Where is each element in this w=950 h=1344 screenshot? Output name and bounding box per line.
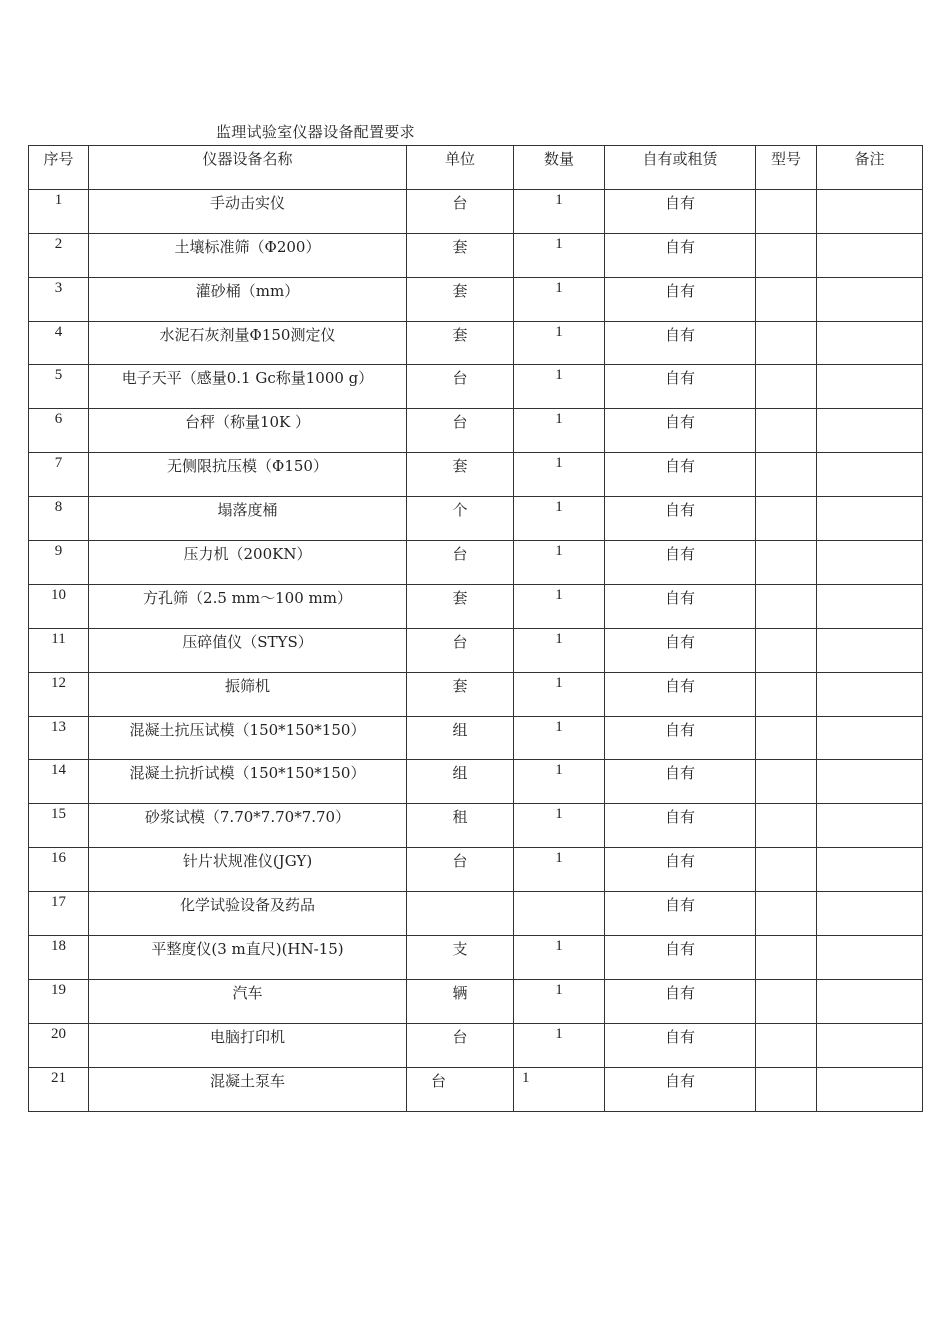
- cell-note: [817, 628, 923, 672]
- cell-qty: 1: [514, 497, 605, 541]
- cell-note: [817, 277, 923, 321]
- table-row: [29, 189, 923, 233]
- cell-ownership: 自有: [605, 321, 756, 365]
- cell-unit: 台: [407, 409, 514, 453]
- cell-unit: 辆: [407, 979, 514, 1023]
- table-row: [29, 233, 923, 277]
- table-row: [29, 365, 923, 409]
- cell-unit: 套: [407, 277, 514, 321]
- cell-unit: 租: [407, 804, 514, 848]
- cell-unit: 套: [407, 321, 514, 365]
- cell-no: 9: [29, 541, 89, 585]
- cell-qty: 1: [514, 760, 605, 804]
- cell-no: 1: [29, 189, 89, 233]
- header-ownership: 自有或租赁: [605, 146, 756, 190]
- cell-no: 2: [29, 233, 89, 277]
- cell-model: [756, 892, 817, 936]
- cell-name: 台秤（称量10K ）: [89, 409, 407, 453]
- cell-name: 水泥石灰剂量Φ150测定仪: [89, 321, 407, 365]
- cell-name: 混凝土泵车: [89, 1067, 407, 1111]
- cell-unit: 台: [407, 1023, 514, 1067]
- cell-note: [817, 453, 923, 497]
- cell-ownership: 自有: [605, 892, 756, 936]
- cell-no: 8: [29, 497, 89, 541]
- cell-note: [817, 936, 923, 980]
- cell-model: [756, 321, 817, 365]
- cell-unit: 台: [407, 628, 514, 672]
- table-header-row: [29, 146, 923, 190]
- cell-note: [817, 584, 923, 628]
- cell-ownership: 自有: [605, 760, 756, 804]
- cell-model: [756, 189, 817, 233]
- header-model: 型号: [756, 146, 817, 190]
- cell-qty: 1: [514, 409, 605, 453]
- table-row: [29, 628, 923, 672]
- table-row: [29, 672, 923, 716]
- header-no: 序号: [29, 146, 89, 190]
- cell-no: 18: [29, 936, 89, 980]
- cell-name: 土壤标准筛（Φ200）: [89, 233, 407, 277]
- cell-note: [817, 1023, 923, 1067]
- cell-note: [817, 189, 923, 233]
- cell-qty: 1: [514, 233, 605, 277]
- table-row: [29, 321, 923, 365]
- cell-ownership: 自有: [605, 365, 756, 409]
- cell-unit: 组: [407, 716, 514, 760]
- cell-name: 电脑打印机: [89, 1023, 407, 1067]
- cell-note: [817, 365, 923, 409]
- cell-ownership: 自有: [605, 1067, 756, 1111]
- cell-no: 4: [29, 321, 89, 365]
- cell-note: [817, 979, 923, 1023]
- cell-ownership: 自有: [605, 541, 756, 585]
- table-row: [29, 804, 923, 848]
- cell-ownership: 自有: [605, 979, 756, 1023]
- table-row: [29, 848, 923, 892]
- table-row: [29, 716, 923, 760]
- cell-no: 13: [29, 716, 89, 760]
- cell-no: 14: [29, 760, 89, 804]
- cell-qty: 1: [514, 1067, 605, 1111]
- cell-no: 17: [29, 892, 89, 936]
- cell-name: 压力机（200KN）: [89, 541, 407, 585]
- cell-model: [756, 1067, 817, 1111]
- cell-model: [756, 1023, 817, 1067]
- cell-qty: 1: [514, 365, 605, 409]
- cell-qty: 1: [514, 584, 605, 628]
- cell-qty: 1: [514, 716, 605, 760]
- table-row: [29, 497, 923, 541]
- cell-note: [817, 672, 923, 716]
- cell-qty: 1: [514, 453, 605, 497]
- cell-no: 12: [29, 672, 89, 716]
- header-unit: 单位: [407, 146, 514, 190]
- cell-name: 塌落度桶: [89, 497, 407, 541]
- cell-ownership: 自有: [605, 716, 756, 760]
- cell-unit: 台: [407, 1067, 514, 1111]
- cell-note: [817, 497, 923, 541]
- cell-qty: 1: [514, 277, 605, 321]
- cell-ownership: 自有: [605, 453, 756, 497]
- table-row: [29, 760, 923, 804]
- cell-ownership: 自有: [605, 409, 756, 453]
- cell-unit: 台: [407, 189, 514, 233]
- cell-name: 振筛机: [89, 672, 407, 716]
- cell-qty: 1: [514, 804, 605, 848]
- cell-model: [756, 541, 817, 585]
- cell-unit: 台: [407, 365, 514, 409]
- cell-model: [756, 848, 817, 892]
- cell-note: [817, 848, 923, 892]
- table-row: [29, 277, 923, 321]
- cell-model: [756, 716, 817, 760]
- cell-unit: 套: [407, 233, 514, 277]
- cell-name: 混凝土抗压试模（150*150*150）: [89, 716, 407, 760]
- header-note: 备注: [817, 146, 923, 190]
- cell-model: [756, 672, 817, 716]
- cell-ownership: 自有: [605, 672, 756, 716]
- cell-qty: 1: [514, 628, 605, 672]
- cell-qty: 1: [514, 672, 605, 716]
- cell-ownership: 自有: [605, 584, 756, 628]
- cell-model: [756, 628, 817, 672]
- cell-note: [817, 804, 923, 848]
- cell-note: [817, 409, 923, 453]
- cell-unit: 台: [407, 848, 514, 892]
- cell-model: [756, 936, 817, 980]
- cell-note: [817, 1067, 923, 1111]
- cell-model: [756, 277, 817, 321]
- cell-qty: 1: [514, 541, 605, 585]
- cell-no: 10: [29, 584, 89, 628]
- cell-model: [756, 804, 817, 848]
- cell-name: 混凝土抗折试模（150*150*150）: [89, 760, 407, 804]
- cell-name: 针片状规准仪(JGY): [89, 848, 407, 892]
- table-row: [29, 453, 923, 497]
- cell-unit: 台: [407, 541, 514, 585]
- cell-no: 5: [29, 365, 89, 409]
- cell-no: 20: [29, 1023, 89, 1067]
- cell-unit: 组: [407, 760, 514, 804]
- cell-qty: 1: [514, 936, 605, 980]
- cell-name: 电子天平（感量0.1 Gc称量1000 g）: [89, 365, 407, 409]
- cell-note: [817, 760, 923, 804]
- cell-name: 汽车: [89, 979, 407, 1023]
- cell-ownership: 自有: [605, 848, 756, 892]
- document-title: 监理试验室仪器设备配置要求: [216, 123, 415, 141]
- header-name: 仪器设备名称: [89, 146, 407, 190]
- cell-qty: 1: [514, 189, 605, 233]
- cell-name: 方孔筛（2.5 mm～100 mm）: [89, 584, 407, 628]
- cell-name: 灌砂桶（mm）: [89, 277, 407, 321]
- cell-model: [756, 584, 817, 628]
- cell-qty: 1: [514, 848, 605, 892]
- cell-ownership: 自有: [605, 189, 756, 233]
- cell-note: [817, 716, 923, 760]
- cell-unit: 套: [407, 584, 514, 628]
- cell-no: 16: [29, 848, 89, 892]
- cell-model: [756, 979, 817, 1023]
- table-row: [29, 584, 923, 628]
- cell-unit: 套: [407, 453, 514, 497]
- cell-name: 手动击实仪: [89, 189, 407, 233]
- cell-model: [756, 760, 817, 804]
- cell-qty: 1: [514, 1023, 605, 1067]
- cell-note: [817, 541, 923, 585]
- cell-name: 平整度仪(3 m直尺)(HN-15): [89, 936, 407, 980]
- cell-name: 化学试验设备及药品: [89, 892, 407, 936]
- cell-ownership: 自有: [605, 628, 756, 672]
- table-row: [29, 541, 923, 585]
- table-row: [29, 1067, 923, 1111]
- cell-no: 7: [29, 453, 89, 497]
- cell-name: 无侧限抗压模（Φ150）: [89, 453, 407, 497]
- cell-unit: [407, 892, 514, 936]
- cell-no: 15: [29, 804, 89, 848]
- cell-ownership: 自有: [605, 497, 756, 541]
- cell-name: 压碎值仪（STYS）: [89, 628, 407, 672]
- equipment-table: [28, 145, 923, 1112]
- cell-unit: 支: [407, 936, 514, 980]
- cell-unit: 套: [407, 672, 514, 716]
- cell-model: [756, 365, 817, 409]
- cell-no: 6: [29, 409, 89, 453]
- table-row: [29, 979, 923, 1023]
- cell-no: 11: [29, 628, 89, 672]
- cell-unit: 个: [407, 497, 514, 541]
- cell-ownership: 自有: [605, 804, 756, 848]
- table-row: [29, 1023, 923, 1067]
- table-row: [29, 892, 923, 936]
- cell-no: 21: [29, 1067, 89, 1111]
- cell-model: [756, 409, 817, 453]
- cell-qty: 1: [514, 321, 605, 365]
- cell-note: [817, 233, 923, 277]
- table-row: [29, 409, 923, 453]
- cell-note: [817, 892, 923, 936]
- cell-ownership: 自有: [605, 277, 756, 321]
- cell-no: 19: [29, 979, 89, 1023]
- cell-note: [817, 321, 923, 365]
- cell-model: [756, 233, 817, 277]
- cell-model: [756, 453, 817, 497]
- cell-no: 3: [29, 277, 89, 321]
- cell-qty: [514, 892, 605, 936]
- cell-ownership: 自有: [605, 1023, 756, 1067]
- header-qty: 数量: [514, 146, 605, 190]
- table-row: [29, 936, 923, 980]
- cell-ownership: 自有: [605, 936, 756, 980]
- cell-ownership: 自有: [605, 233, 756, 277]
- cell-name: 砂浆试模（7.70*7.70*7.70）: [89, 804, 407, 848]
- cell-model: [756, 497, 817, 541]
- cell-qty: 1: [514, 979, 605, 1023]
